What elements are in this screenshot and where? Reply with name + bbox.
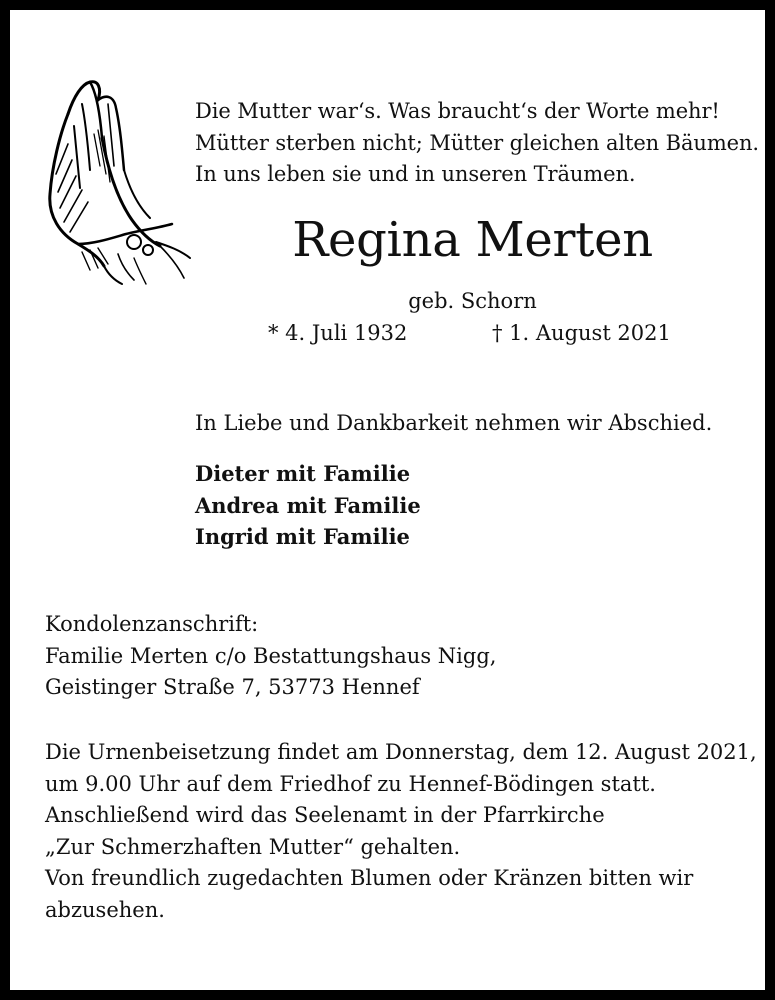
burial-line: um 9.00 Uhr auf dem Friedhof zu Hennef-Bödingen statt. <box>45 771 656 796</box>
mourner: Andrea mit Familie <box>195 492 421 518</box>
burial-line: Die Urnenbeisetzung findet am Donnerstag, dem 12. August 2021, <box>45 740 757 764</box>
condolence-address <box>45 609 496 704</box>
poem-line: In uns leben sie und in unseren Träumen. <box>195 162 636 186</box>
address-line: Kondolenzanschrift: <box>45 612 259 636</box>
poem-line: Die Mutter war‘s. Was braucht‘s der Worte mehr! <box>195 99 720 123</box>
farewell-text: In Liebe und Dankbarkeit nehmen wir Abschied. <box>195 411 713 435</box>
mourners-list <box>195 458 421 553</box>
poem-line: Mütter sterben nicht; Mütter gleichen alten Bäumen. <box>195 130 760 155</box>
address-line: Geistinger Straße 7, 53773 Hennef <box>45 675 420 699</box>
mourner: Dieter mit Familie <box>195 461 411 486</box>
burial-line: „Zur Schmerzhaften Mutter“ gehalten. <box>45 834 461 859</box>
burial-line: abzusehen. <box>45 897 165 922</box>
burial-line: Von freundlich zugedachten Blumen oder Kränzen bitten wir <box>45 866 694 890</box>
maiden-name: geb. Schorn <box>408 289 537 313</box>
mourner: Ingrid mit Familie <box>195 524 410 549</box>
burial-info <box>45 737 757 926</box>
burial-line: Anschließend wird das Seelenamt in der Pfarrkirche <box>45 803 605 827</box>
poem <box>195 96 759 191</box>
death-date: † 1. August 2021 <box>492 321 671 345</box>
address-line: Familie Merten c/o Bestattungshaus Nigg, <box>45 643 497 668</box>
deceased-name: Regina Merten <box>292 212 653 268</box>
birth-date: * 4. Juli 1932 <box>268 321 408 345</box>
